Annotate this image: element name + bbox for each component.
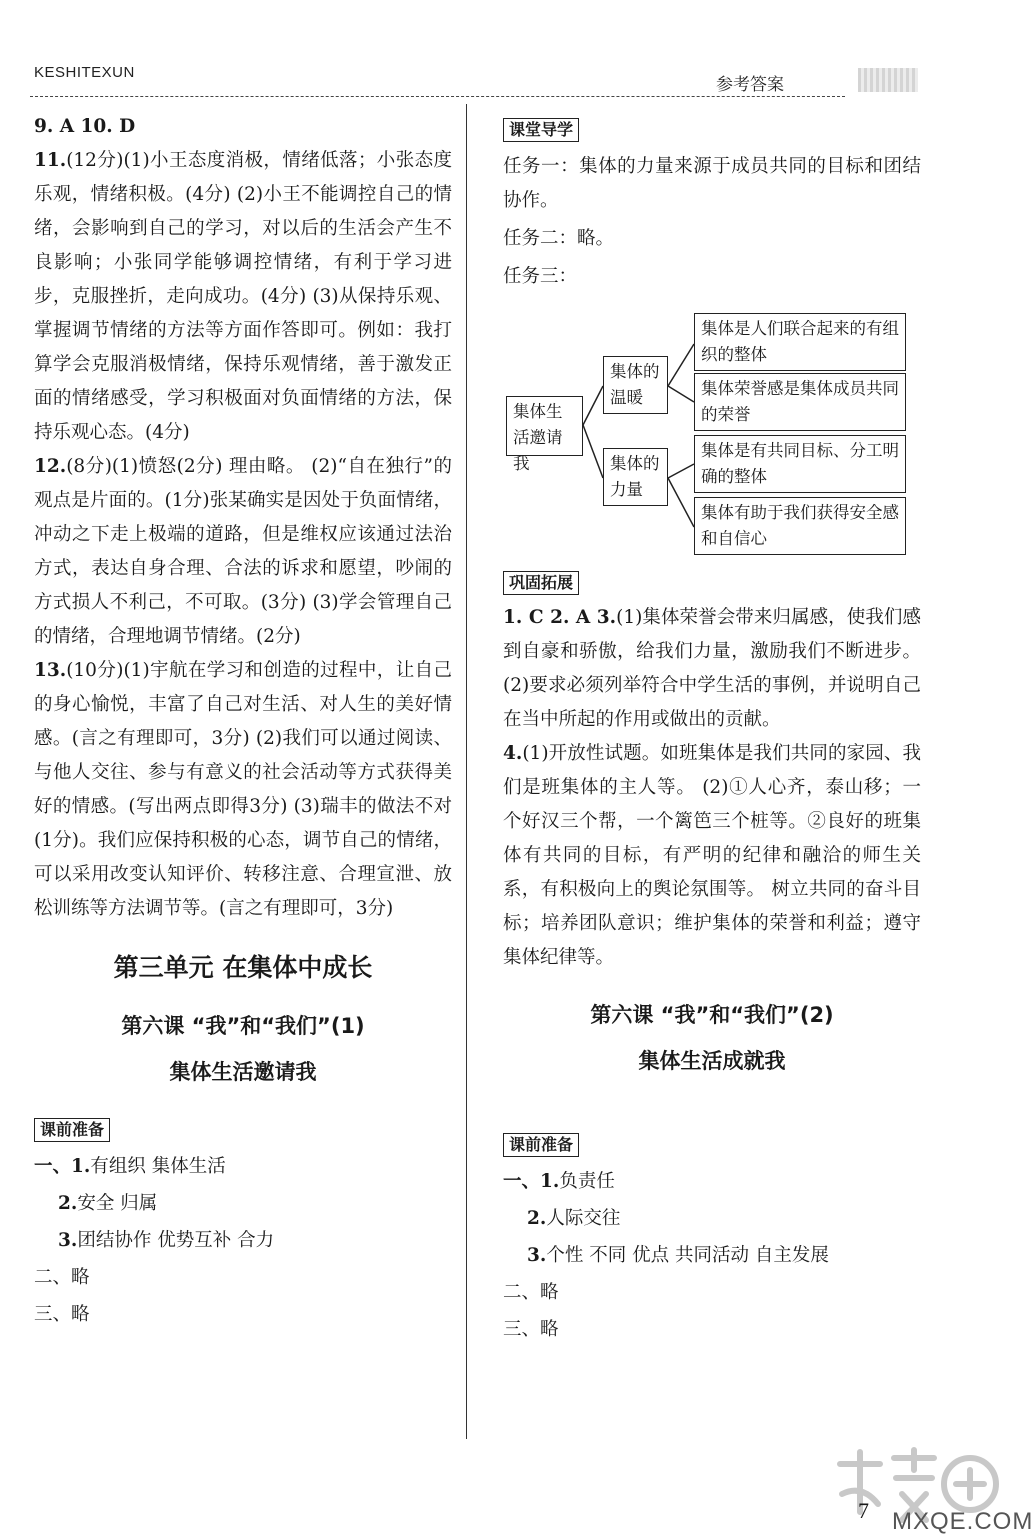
answer-text: (8分)(1)愤怒(2分) 理由略。 (2)“自在独行”的观点是片面的。(1分)张某确实是因处于负面情绪，冲动之下走上极端的道路，但是维权应该通过法治方式，表达自身合理、合法的诉求和愿望，吵闹的方式损人不利己，不可取。(3分) (3)学会管理自己的情绪，合理地调节情绪。(2分) — [34, 456, 452, 647]
item-text: 略 — [540, 1319, 559, 1340]
list-item — [503, 1274, 921, 1311]
prep-list — [503, 1163, 921, 1348]
list-item — [503, 1163, 921, 1200]
item-text: 负责任 — [559, 1171, 615, 1192]
item-number: 二、 — [34, 1267, 72, 1288]
item-number: 2. — [527, 1208, 547, 1229]
section-tag-consolidate: 巩固拓展 — [503, 571, 579, 595]
lesson-title: 第六课 “我”和“我们”(2) — [590, 1003, 834, 1027]
item-number: 3. — [527, 1245, 547, 1266]
item-text: 团结协作 优势互补 合力 — [77, 1230, 275, 1251]
item-number: 2. — [58, 1193, 78, 1214]
list-item — [503, 1237, 921, 1274]
answer-text: (10分)(1)宇航在学习和创造的过程中，让自己的身心愉悦，丰富了自己对生活、对人生的美好情感。(言之有理即可，3分) (2)我们可以通过阅读、与他人交往、参与有意义的社会活动等方式获得美好的情感。(写出两点即得3分) (3)瑞丰的做法不对(1分)。我们应保持积极的心态，调节自己的情绪，可以采用改变认知评价、转移注意、合理宣泄、放松训练等方法调节等。(言之有理即可，3分) — [34, 660, 452, 919]
answer-text: (1)集体荣誉会带来归属感，使我们感到自豪和骄傲，给我们力量，激励我们不断进步。(2)要求必须列举符合中学生活的事例，并说明自己在当中所起的作用或做出的贡献。 — [503, 607, 922, 730]
section-tag-prep: 课前准备 — [503, 1133, 579, 1157]
diagram-warm-2: 集体荣誉感是集体成员共同的荣誉 — [694, 373, 906, 431]
section-tag-prep: 课前准备 — [34, 1118, 110, 1142]
answer-number: 12. — [34, 456, 67, 477]
watermark-text: MXQE.COM — [892, 1508, 1033, 1535]
lesson-title: 第六课 “我”和“我们”(1) — [121, 1014, 365, 1038]
diagram-power-2: 集体有助于我们获得安全感和自信心 — [694, 497, 906, 555]
answer-number: 13. — [34, 660, 67, 681]
section-tag-guide: 课堂导学 — [503, 118, 579, 142]
answer-text: 10. D — [74, 116, 136, 137]
task-3: 任务三： — [503, 266, 578, 287]
item-number: 一、1. — [503, 1171, 560, 1192]
item-text: 有组织 集体生活 — [90, 1156, 226, 1177]
item-number: 三、 — [503, 1319, 541, 1340]
diagram-warm-1: 集体是人们联合起来的有组织的整体 — [694, 313, 906, 371]
task-2: 任务二：略。 — [503, 228, 615, 249]
item-text: 人际交往 — [546, 1208, 621, 1229]
item-text: 略 — [71, 1304, 90, 1325]
item-number: 一、1. — [34, 1156, 91, 1177]
answer-text: (1)开放性试题。如班集体是我们共同的家园、我们是班集体的主人等。 (2)①人心齐，泰山移；一个好汉三个帮，一个篱笆三个桩等。②良好的班集体有共同的目标，有严明的纪律和融洽的师生关系，有积极向上的舆论氛围等。 树立共同的奋斗目标；培养团队意识；维护集体的荣誉和利益；遵守集体纪律等。 — [503, 743, 921, 968]
diagram-power: 集体的力量 — [603, 448, 668, 506]
answer-number: 9. A — [34, 116, 75, 137]
lesson-subtitle: 集体生活成就我 — [638, 1049, 786, 1073]
task-1: 任务一：集体的力量来源于成员共同的目标和团结协作。 — [503, 156, 921, 211]
item-number: 二、 — [503, 1282, 541, 1303]
item-number: 3. — [58, 1230, 78, 1251]
item-text: 安全 归属 — [77, 1193, 158, 1214]
item-text: 个性 不同 优点 共同活动 自主发展 — [546, 1245, 829, 1266]
answer-4 — [503, 737, 921, 975]
item-text: 略 — [71, 1267, 90, 1288]
answer-number: 11. — [34, 150, 67, 171]
list-item — [503, 1200, 921, 1237]
page-number: 7 — [858, 1498, 869, 1523]
lesson-subtitle: 集体生活邀请我 — [169, 1060, 317, 1084]
diagram-power-1: 集体是有共同目标、分工明确的整体 — [694, 435, 906, 493]
answer-1-3 — [503, 601, 921, 737]
diagram-root: 集体生活邀请我 — [506, 396, 583, 456]
list-item — [503, 1311, 921, 1348]
header-brand: KESHITEXUN — [34, 64, 135, 81]
answer-number: 1. C 2. A 3. — [503, 607, 617, 628]
item-number: 三、 — [34, 1304, 72, 1325]
item-text: 略 — [540, 1282, 559, 1303]
answer-text: (12分)(1)小王态度消极，情绪低落；小张态度乐观，情绪积极。(4分) (2)小王不能调控自己的情绪，会影响到自己的学习，对以后的生活会产生不良影响；小张同学能够调控情绪，有利于学习进步，克服挫折，走向成功。(4分) (3)从保持乐观、掌握调节情绪的方法等方面作答即可。例如：我打算学会克服消极情绪，保持乐观情绪，善于激发正面的情绪感受，学习积极面对负面情绪的方法，保持乐观心态。(4分) — [34, 150, 452, 443]
diagram-warm: 集体的温暖 — [603, 356, 668, 414]
right-column-lower — [503, 571, 921, 1348]
header-title: 参考答案 — [716, 75, 784, 95]
answer-number: 4. — [503, 743, 523, 764]
unit-title: 第三单元 在集体中成长 — [113, 953, 373, 982]
